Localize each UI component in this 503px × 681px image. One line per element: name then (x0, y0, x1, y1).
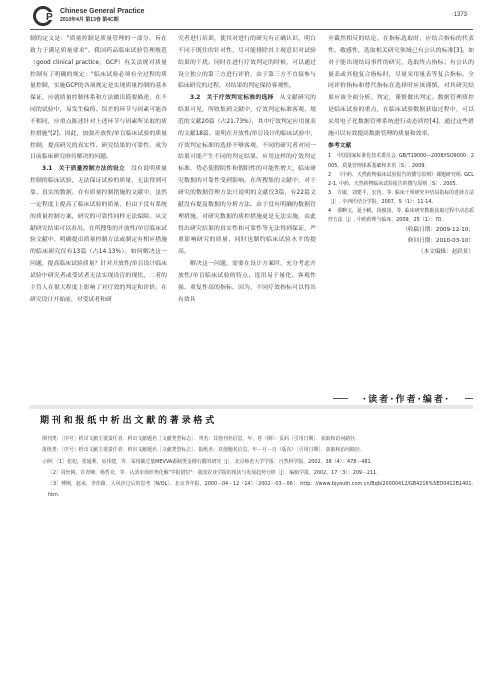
reference-item: 3 方敏，刘建平，宏仿，等. 临床干预研究中结局指标的选择方法［J］. 中西医结合学报，2007，5（1）：11-14. (328, 189, 474, 205)
paragraph: 至截然相反的结论。在指标选取时，应结合指标的代表性、敏感性，选取相关研究领域已有公认的标准[3]。如对于能出现结局事件的研究，选取终点指标；有公认的量表或其他复合指标时，尽量采用量表等复合指标。全同评价指标和替代指标在选择时应该谨慎，对其研究结果应该全面分析、判定，谨慎做出判定。数据管理质控是临床试验的重点，在临床试验数据获取过程中，可以采用电子化数据管理系统进行动态质控[4]。通过这些措施可以有效提高数据管理的质量和效率。 (328, 36, 474, 137)
journal-name: Chinese General Practice (60, 8, 145, 15)
page-header (0, 0, 503, 30)
section-text: 从文献研究的结果可见，所收集到文献中，疗效判定标准客观、规范的文献20篇（占21.73%），其中疗效判定应用量表的文献18篇。说明在开放性/单盲设计的临床试验中，疗效判定标准的选择不够客观，不同的研究者对同一结果可能产生不同的判定结果。应用这样的疗效判定标准，势必使假阴性和假阳性的可能性增大，临床研究数据的可靠性受到影响。在所搜集的文献中，对于研究的数据管理方法只说明的文献仅3篇，有22篇文献没有提及数据的分析方法。由于没有明确的数据管理措施，对研究数据的质控措施更是无法实施，由此得出研究结果的真实性和可靠性等无法得到保证，严重影响研究的质量，同时也制约临床试验水平的提高。 (178, 95, 317, 256)
reference-item: 1 中国国家标准化技术委员会. GB/T19000—2008/ISO9000：2005，质量管理体系基础和术语［S］. 2009. (328, 153, 474, 169)
reference-item: 2 《中药、天然药物临床试验报告的撰写原则》课题研究组. GCL 2-1. 中药、天然药物临床试验报告的撰写原则［S］. 2005. (328, 171, 474, 187)
section-text: 没有说明质量控制的临床试验，无法保证试验的质量，无法得到可靠、真实的数据。在有质量控制措施的文献中，虽然一定程度上提高了临床试验的质量，但由于没有系统的质量控制方案，研究的可靠性同样无法保障。从文献研究结果可以看出，在所搜集的开放性/单盲临床试验文献中，明确提出质量控制方法或制定有相应措施的临床研究仅有13篇（占14.13%）。如何解决这一问题，提高临床试验质量？针对开放性/单盲设计临床试验中研究者或受试者无法实现设盲的现状，二者的主管人在很大程度上影响了对疗效的判定和评价。在研究设计开始前，对受试者和研 (30, 166, 168, 303)
section-paragraph (178, 93, 316, 259)
examples-label: 示例： (42, 458, 57, 465)
received-date: （收稿日期：2009-12-10； (402, 227, 474, 234)
editor-note: （本文编辑：赵跃景） (418, 249, 474, 256)
example-item: ［3］傅刚，赵承，李佳路．大风沙过后的思考［N/OL］．北京青年报，2000－04－12（14）［2002－03－06］．http：//www.bjyouth.com.cn/Bqb/20000412/GB4216%5ED0412B1401.htm． (48, 481, 473, 499)
journal-issue: 2010年4月 第13卷 第4C期 (60, 17, 119, 23)
column-3 (328, 34, 474, 258)
svg-text:P: P (46, 12, 53, 23)
section-paragraph (30, 164, 167, 306)
band-title: ·读者·作者·编者· (348, 392, 465, 405)
format-line: 期刊类：［序号］析出文献主要责任者．析出文献题名［文献类型标志］．刊名：其他刊名信息，年，卷（期）：页码［引用日期］．获取和访问路径． (42, 436, 360, 442)
column-1 (30, 34, 167, 306)
column-2 (178, 34, 316, 306)
header-rule (30, 29, 473, 30)
example-item: 示例：［1］张旭，张通利，易伟建，等．采用碳过量MEVVA源制类金刚石膜的研究［J］．北京师范大学学报：自然科学版，2002，38（4）：478－481． (42, 458, 376, 465)
notice-body (30, 434, 473, 502)
journal-logo-icon (33, 6, 55, 26)
notice-band (333, 392, 473, 406)
section-heading: 3.1 关于质量控制方法的设立 (42, 166, 125, 173)
page-number: ·1373· (451, 12, 469, 18)
paragraph: 制的定义是："质量控制是质量管理的一部分，旨在致力于满足质量要求"。我国药品临床试验管理规范（good clinical practice，GCP）有关法规对质量控制有了明确的规定："临床试验必须有全过程的质量控制，实施GCP的各项规定是实现质量控制的基本保证，应就质量控制体系和方法做出简要描述，在不同的试验中，易发生偏倚、误差的环节与因素可能各不相同，应重点陈述针对上述环节与因素所采取的质控措施"[2]。因此，加强开放性/单盲临床试验的质量控制，提高研究的真实性、研究结果的可靠性，成为目前临床研究亟待解决的问题。 (30, 36, 167, 161)
section-heading: 3.2 关于疗效判定标准的选择 (190, 95, 274, 102)
reference-item: 4 那啊文，夏小帆，段俊国，等. 临床研究数据获取过程中动态质控方法［J］. 中药药理与临床，2009，25（1）：70. (328, 208, 474, 224)
references-heading: 参考文献 (328, 142, 352, 149)
paragraph: 究者进行培训，使其对进行的研究有正确认识，明白不同于既往的针对性，尽可能排除其主观意识对试验结果的干扰。同时在进行疗效判定的时候，可以通过设立独立的第三方进行评价，由于第三方不直接参与临床研究的过程，对结果的判定保持客观性。 (178, 36, 316, 90)
format-line: 报纸类：［序号］析出文献主要责任者．析出文献题名［文献类型标志］．报纸名：其他题名信息，年－月－日（版次）［引用日期］．获取和访问路径． (42, 447, 365, 454)
example-item: ［2］周丝桃，许青峰，杨哲众，等．认清市场形势化解"学报错位"：我国农业学报的现状与发展趋势分析［J］．编辑学报，2002，17（3）：209－211． (48, 469, 382, 476)
section-divider (30, 405, 473, 409)
paragraph: 解决这一问题，需要在设计方案时，充分考虑开放性/单盲临床试验的特点，选用易于量化、客观性强、重复性高的指标。因为，不同疗效指标可以得出有效具 (178, 261, 316, 303)
notice-title: 期刊和报纸中析出文献的著录格式 (40, 416, 218, 426)
revised-date: 修回日期：2010-03-10） (407, 238, 474, 245)
